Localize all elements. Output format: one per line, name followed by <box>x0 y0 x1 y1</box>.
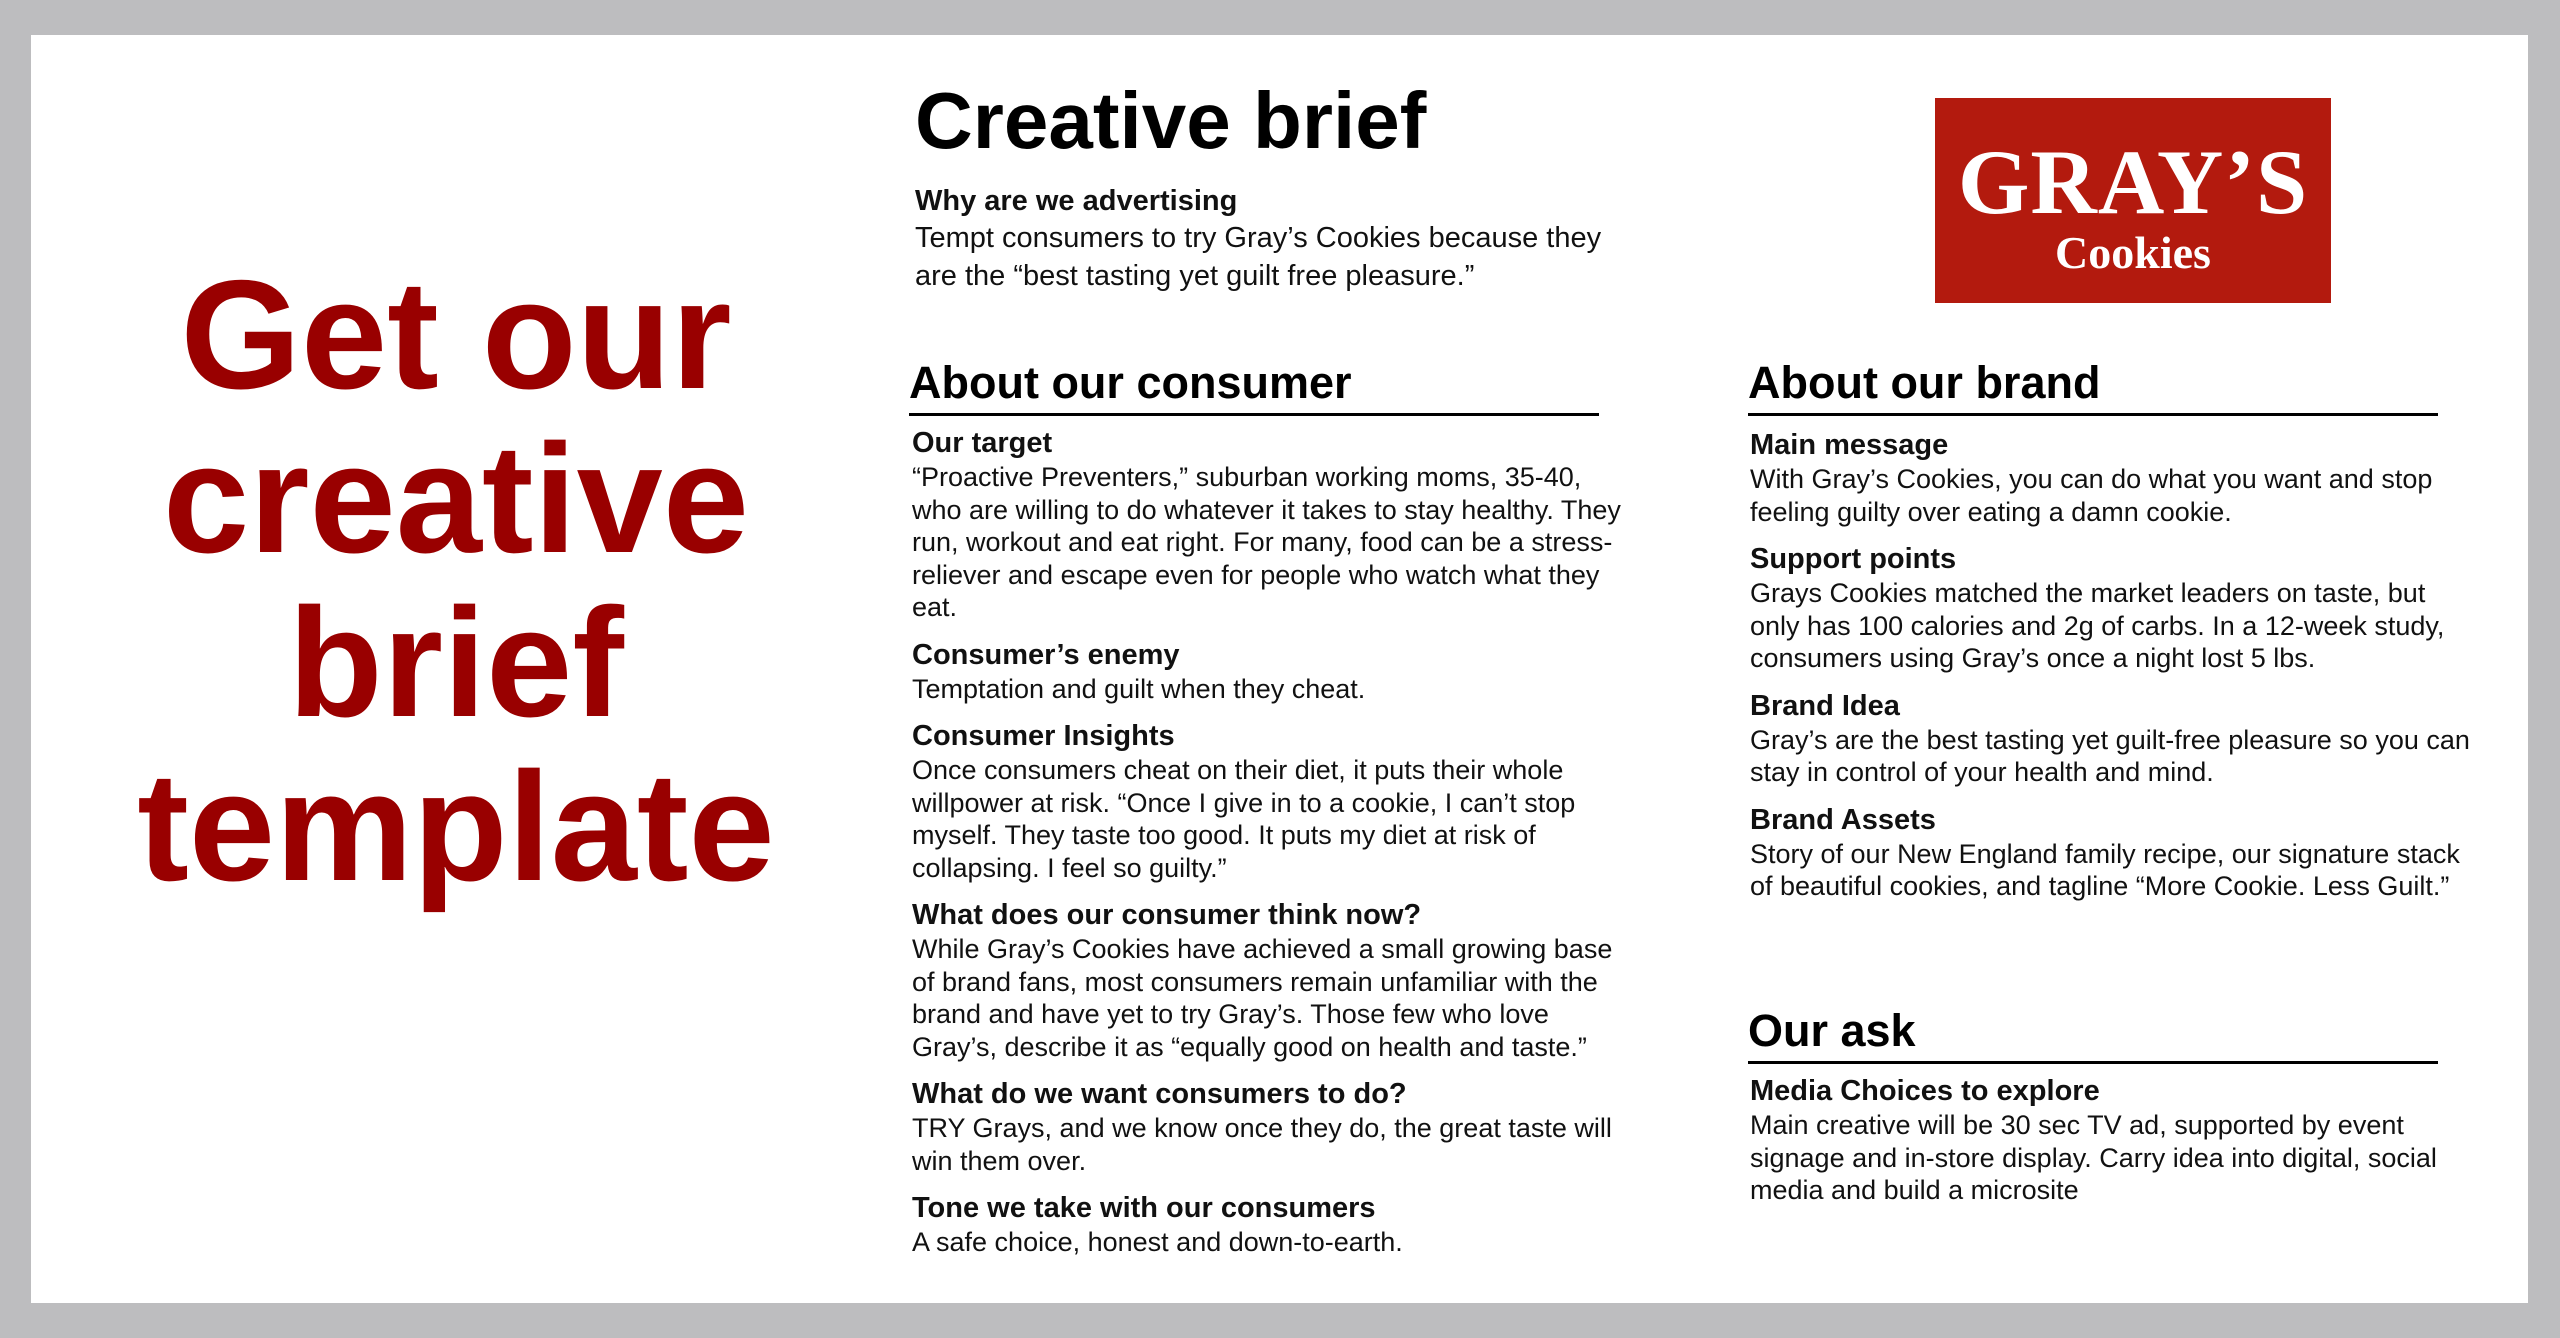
block-title: Tone we take with our consumers <box>912 1192 1376 1224</box>
block-title: Main message <box>1750 429 1949 461</box>
consumer-block-insights <box>912 718 1632 884</box>
block-title: What do we want consumers to do? <box>912 1078 1407 1110</box>
consumer-block-target <box>912 425 1632 624</box>
why-heading: Why are we advertising <box>915 185 1238 217</box>
block-title: Our target <box>912 427 1053 459</box>
logo-subtitle: Cookies <box>2055 227 2211 278</box>
brief-title: Creative brief <box>915 76 1427 165</box>
block-title: Media Choices to explore <box>1750 1075 2100 1107</box>
consumer-column <box>912 425 1632 1272</box>
headline-line: creative <box>162 412 750 585</box>
logo-wordmark: GRAY’S <box>1957 131 2309 233</box>
brand-block-brand-assets <box>1750 802 2470 903</box>
consumer-block-tone <box>912 1190 1632 1259</box>
headline-line: Get our <box>180 248 732 421</box>
brief-page <box>31 35 2528 1303</box>
brand-section-heading: About our brand <box>1748 357 2438 416</box>
brand-column <box>1750 427 2470 916</box>
block-text: Once consumers cheat on their diet, it puts their whole willpower at risk. “Once I give in to a cookie, I can’t stop myself. They taste too good. It puts my diet at risk of collapsing. I feel so guilty.” <box>912 755 1576 883</box>
block-text: Main creative will be 30 sec TV ad, supported by event signage and in-store display. Carry idea into digital, social media and build a microsite <box>1750 1110 2437 1205</box>
block-text: “Proactive Preventers,” suburban working moms, 35-40, who are willing to do whatever it takes to stay healthy. They run, workout and eat right. For many, food can be a stress-reliever and escape even for people who watch what they eat. <box>912 462 1621 622</box>
brand-block-brand-idea <box>1750 688 2470 789</box>
block-text: A safe choice, honest and down-to-earth. <box>912 1227 1403 1257</box>
block-title: Brand Assets <box>1750 803 1936 836</box>
block-text: Gray’s are the best tasting yet guilt-free pleasure so you can stay in control of your health and mind. <box>1750 724 2470 787</box>
consumer-block-think-now <box>912 897 1632 1063</box>
ask-column <box>1750 1073 2470 1220</box>
why-text: Tempt consumers to try Gray’s Cookies because they are the “best tasting yet guilt free pleasure.” <box>915 222 1602 292</box>
block-title: What does our consumer think now? <box>912 899 1422 931</box>
block-text: Grays Cookies matched the market leaders on taste, but only has 100 calories and 2g of carbs. In a 12-week study, consumers using Gray’s once a night lost 5 lbs. <box>1750 578 2445 673</box>
grays-cookies-logo <box>1935 98 2331 303</box>
brand-block-main-message <box>1750 427 2470 528</box>
block-text: While Gray’s Cookies have achieved a small growing base of brand fans, most consumers remain unfamiliar with the brand and have yet to try Gray’s. Those few who love Gray’s, describe it as “equally good on health and taste.” <box>912 934 1613 1062</box>
block-title: Consumer’s enemy <box>912 638 1180 671</box>
block-text: Temptation and guilt when they cheat. <box>912 673 1366 704</box>
ask-section-heading: Our ask <box>1748 1005 2438 1064</box>
consumer-section-heading: About our consumer <box>909 357 1599 416</box>
headline <box>31 248 881 913</box>
consumer-block-want-to-do <box>912 1076 1632 1177</box>
block-text: With Gray’s Cookies, you can do what you want and stop feeling guilty over eating a damn cookie. <box>1750 464 2433 527</box>
headline-line: brief <box>288 576 624 749</box>
block-title: Consumer Insights <box>912 720 1175 752</box>
block-title: Support points <box>1750 543 1957 575</box>
brand-block-support-points <box>1750 541 2470 675</box>
block-text: TRY Grays, and we know once they do, the great taste will win them over. <box>912 1113 1612 1176</box>
why-advertising <box>915 183 1635 295</box>
consumer-block-enemy <box>912 637 1632 706</box>
block-title: Brand Idea <box>1750 689 1900 722</box>
block-text: Story of our New England family recipe, our signature stack of beautiful cookies, and tagline “More Cookie. Less Guilt.” <box>1750 838 2460 901</box>
headline-line: template <box>137 740 775 913</box>
ask-block-media-choices <box>1750 1073 2470 1207</box>
